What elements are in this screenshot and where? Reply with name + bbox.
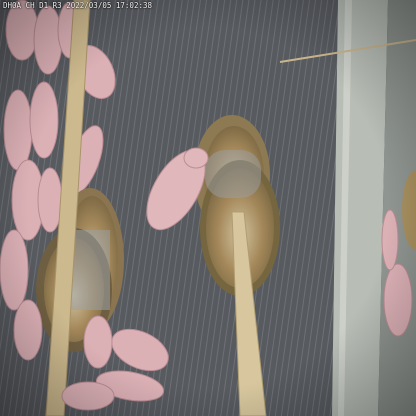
timestamp-overlay: DH0A CH D1 R3 2022/03/05 17:02:38	[3, 1, 153, 10]
